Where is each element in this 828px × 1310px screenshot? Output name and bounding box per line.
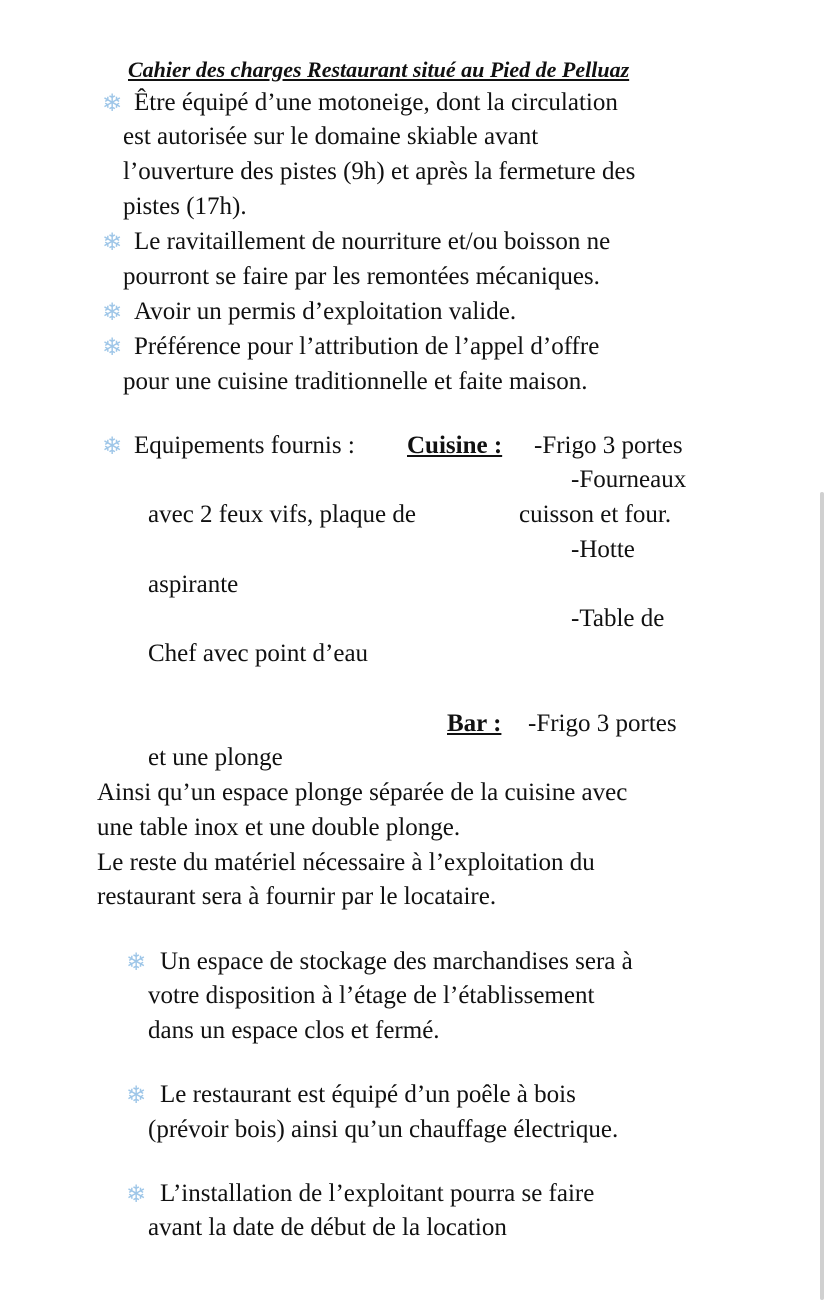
note-2-line-2: (prévoir bois) ainsi qu’un chauffage électrique. <box>148 1116 619 1143</box>
requirement-1-line-4: pistes (17h). <box>123 193 247 220</box>
snowflake-icon: ❄ <box>101 228 123 256</box>
cuisine-item-hotte: -Hotte <box>571 536 635 563</box>
note-3-line-2: avant la date de début de la location <box>148 1214 507 1241</box>
cuisine-item-table: -Table de <box>571 605 665 632</box>
cuisine-item-fourneaux: -Fourneaux <box>571 466 687 493</box>
requirement-2-line-2: pourront se faire par les remontées mécaniques. <box>123 263 600 290</box>
bar-item: -Frigo 3 portes <box>528 710 677 737</box>
requirement-3-line-1: Avoir un permis d’exploitation valide. <box>134 298 517 325</box>
note-2-line-1: Le restaurant est équipé d’un poêle à bois <box>160 1081 576 1108</box>
snowflake-icon: ❄ <box>101 432 123 460</box>
requirement-4-line-1: Préférence pour l’attribution de l’appel d’offre <box>134 333 600 360</box>
requirement-1-line-2: est autorisée sur le domaine skiable avant <box>123 123 539 150</box>
snowflake-icon: ❄ <box>125 1081 147 1109</box>
requirement-1-line-3: l’ouverture des pistes (9h) et après la fermeture des <box>123 158 636 185</box>
requirement-2-line-1: Le ravitaillement de nourriture et/ou boisson ne <box>134 228 611 255</box>
cuisine-item-fourneaux-cont-b: cuisson et four. <box>519 501 672 528</box>
note-1-line-3: dans un espace clos et fermé. <box>148 1017 440 1044</box>
snowflake-icon: ❄ <box>101 89 123 117</box>
plonge-line-2: une table inox et une double plonge. <box>97 814 461 841</box>
snowflake-icon: ❄ <box>101 333 123 361</box>
snowflake-icon: ❄ <box>125 948 147 976</box>
note-3-line-1: L’installation de l’exploitant pourra se faire <box>160 1180 595 1207</box>
bar-item-cont: et une plonge <box>148 744 283 771</box>
bar-label: Bar : <box>447 710 502 737</box>
equipment-label: Equipements fournis : <box>134 432 355 459</box>
requirement-1-line-1: Être équipé d’une motoneige, dont la circulation <box>134 89 618 116</box>
cuisine-label: Cuisine : <box>407 432 503 459</box>
plonge-line-1: Ainsi qu’un espace plonge séparée de la cuisine avec <box>97 779 628 806</box>
cuisine-item-table-cont: Chef avec point d’eau <box>148 640 369 667</box>
snowflake-icon: ❄ <box>125 1180 147 1208</box>
snowflake-icon: ❄ <box>101 298 123 326</box>
document-title: Cahier des charges Restaurant situé au Pied de Pelluaz <box>128 57 630 82</box>
requirement-4-line-2: pour une cuisine traditionnelle et faite maison. <box>123 368 588 395</box>
reste-line-1: Le reste du matériel nécessaire à l’exploitation du <box>97 849 595 876</box>
cuisine-item-fourneaux-cont-a: avec 2 feux vifs, plaque de <box>148 501 416 528</box>
vertical-scrollbar[interactable] <box>820 492 824 1300</box>
cuisine-item-frigo: -Frigo 3 portes <box>534 432 683 459</box>
note-1-line-2: votre disposition à l’étage de l’établissement <box>148 982 595 1009</box>
reste-line-2: restaurant sera à fournir par le locataire. <box>97 883 497 910</box>
cuisine-item-hotte-cont: aspirante <box>148 571 239 598</box>
note-1-line-1: Un espace de stockage des marchandises sera à <box>160 948 633 975</box>
